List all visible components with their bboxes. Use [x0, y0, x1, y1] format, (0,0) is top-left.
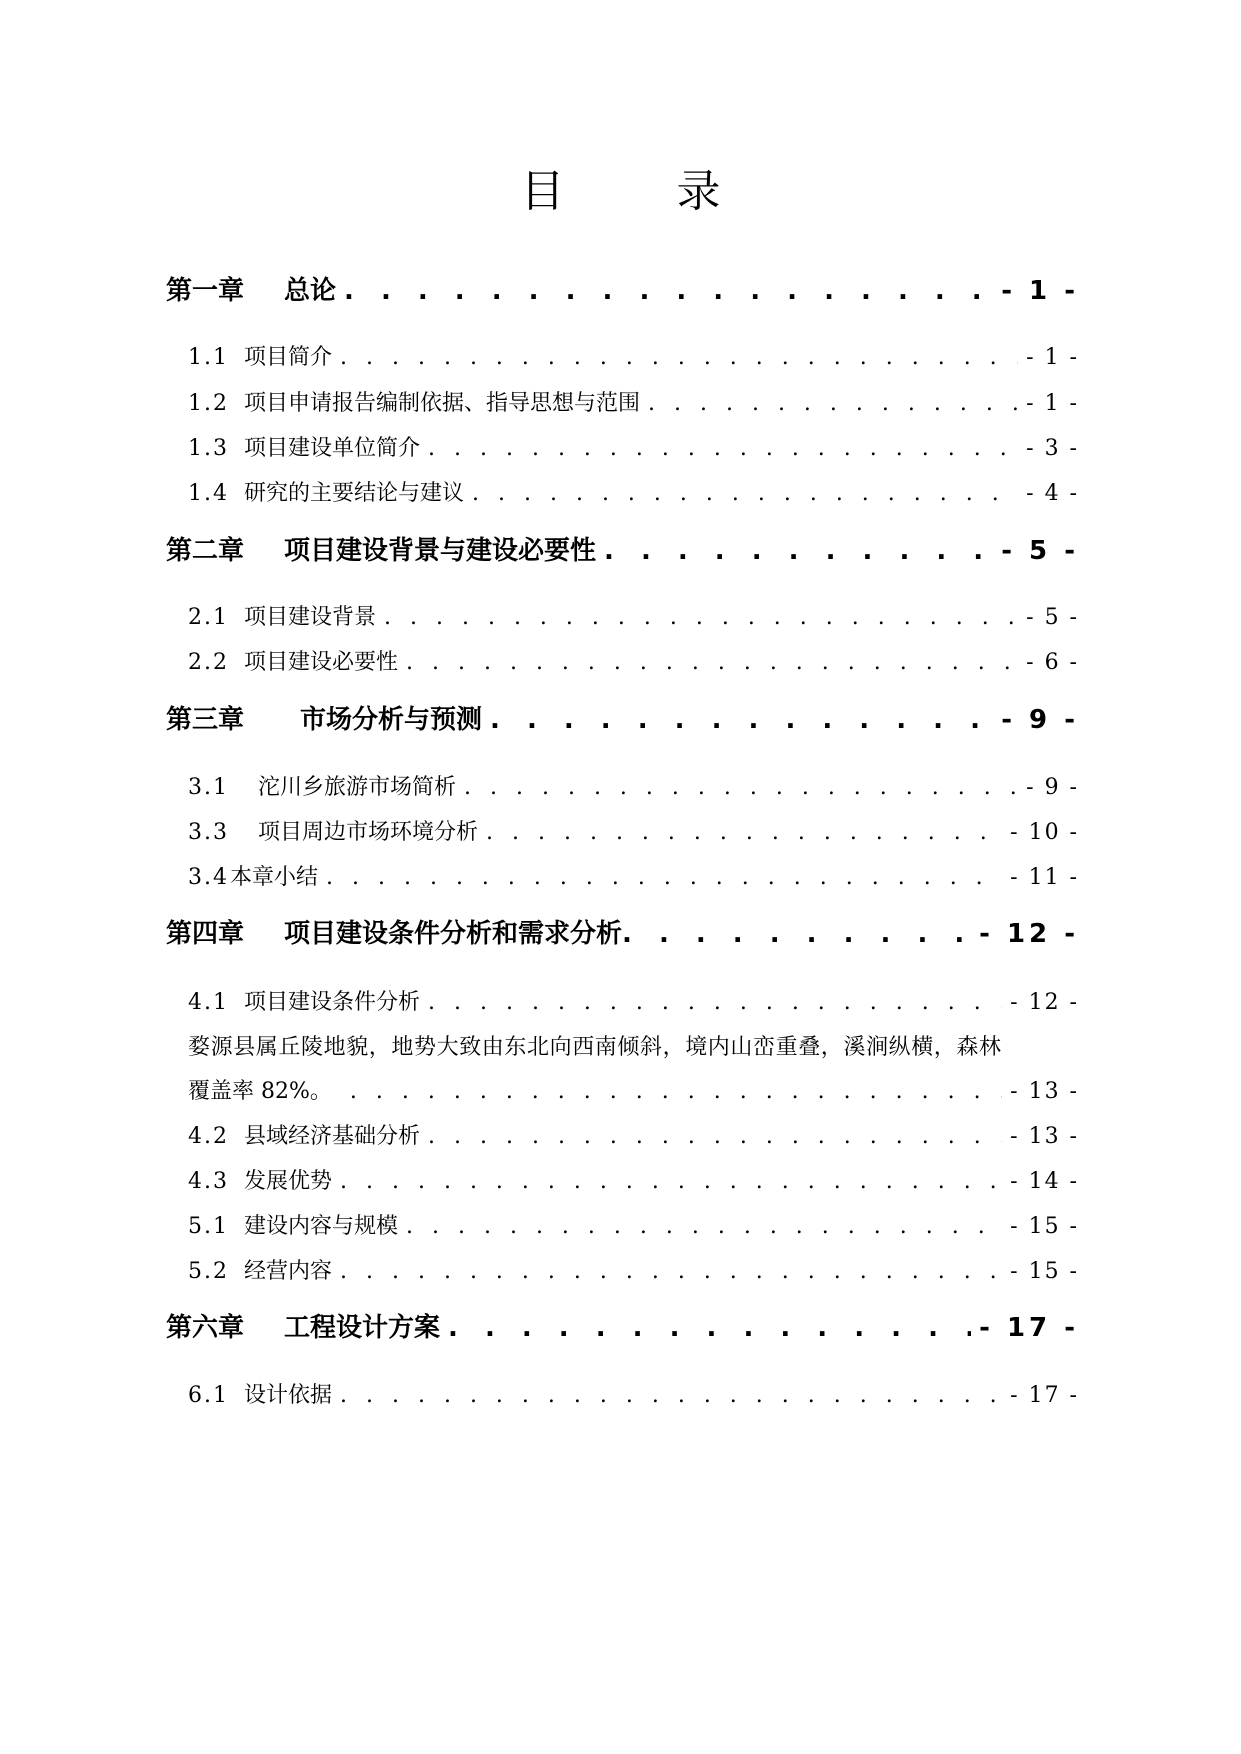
dot-leader [340, 1169, 1002, 1194]
dot-leader [340, 1383, 1002, 1408]
toc-number: 第三章 [166, 705, 245, 735]
toc-chapter-6[interactable] [166, 1307, 1079, 1344]
dot-leader [428, 436, 1018, 461]
dot-leader [648, 391, 1018, 416]
toc-title: 研究的主要结论与建议 [244, 481, 465, 506]
toc-chapter-4[interactable] [166, 913, 1079, 950]
toc-page: - 12 - [1010, 990, 1079, 1015]
toc-number: 1.2 [188, 391, 229, 416]
toc-section-3-4[interactable] [188, 860, 1079, 891]
toc-paragraph-line: 婺源县属丘陵地貌，地势大致由东北向西南倾斜，境内山峦重叠，溪涧纵横，森林 [188, 1035, 1002, 1060]
toc-title: 经营内容 [244, 1259, 333, 1284]
toc-chapter-2[interactable] [166, 530, 1079, 567]
toc-title: 本章小结 [230, 865, 319, 890]
toc-section-2-1[interactable] [188, 600, 1079, 631]
toc-page: - 6 - [1026, 650, 1079, 675]
toc-page: - 9 - [1026, 775, 1079, 800]
toc-page: - 9 - [1001, 705, 1079, 735]
toc-page: - 13 - [1010, 1124, 1079, 1149]
toc-section-4-1[interactable] [188, 985, 1079, 1016]
dot-leader [472, 481, 1018, 506]
toc-number: 4.2 [188, 1124, 229, 1149]
toc-page: - 4 - [1026, 481, 1079, 506]
toc-page: - 15 - [1010, 1214, 1079, 1239]
toc-page: - 13 - [1010, 1079, 1079, 1104]
dot-leader [490, 705, 993, 735]
toc-page: - 17 - [979, 1313, 1079, 1343]
dot-leader [340, 345, 1018, 370]
toc-page: - 5 - [1026, 605, 1079, 630]
toc-chapter-1[interactable] [166, 270, 1079, 307]
toc-title: 项目简介 [244, 345, 333, 370]
toc-title: 工程设计方案 [284, 1313, 441, 1343]
toc-chapter-3[interactable] [166, 699, 1079, 736]
toc-section-6-1[interactable] [188, 1378, 1079, 1409]
toc-section-1-3[interactable] [188, 431, 1079, 462]
dot-leader [622, 919, 971, 949]
toc-number: 4.1 [188, 990, 229, 1015]
toc-section-5-2[interactable] [188, 1254, 1079, 1285]
toc-page: - 3 - [1026, 436, 1079, 461]
toc-title: 项目建设背景 [244, 605, 377, 630]
toc-number: 6.1 [188, 1383, 229, 1408]
toc-title: 项目建设单位简介 [244, 436, 421, 461]
toc-title: 沱川乡旅游市场简析 [258, 775, 457, 800]
toc-page: - 10 - [1010, 820, 1079, 845]
toc-title: 覆盖率 82%。 [188, 1079, 332, 1104]
toc-section-2-2[interactable] [188, 645, 1079, 676]
toc-section-4-2[interactable] [188, 1119, 1079, 1150]
dot-leader [448, 1313, 971, 1343]
dot-leader [406, 650, 1018, 675]
toc-title: 项目建设条件分析和需求分析 [284, 919, 623, 949]
toc-number: 4.3 [188, 1169, 229, 1194]
toc-section-1-1[interactable] [188, 340, 1079, 371]
dot-leader [406, 1214, 1002, 1239]
toc-section-1-2[interactable] [188, 386, 1079, 417]
toc-section-3-1[interactable] [188, 770, 1079, 801]
toc-number: 第一章 [166, 276, 245, 306]
toc-page: - 12 - [979, 919, 1079, 949]
toc-number: 5.2 [188, 1259, 229, 1284]
toc-number: 3.3 [188, 820, 229, 845]
dot-leader [464, 775, 1018, 800]
toc-number: 1.3 [188, 436, 229, 461]
toc-number: 第六章 [166, 1313, 245, 1343]
toc-number: 1.4 [188, 481, 229, 506]
toc-title: 项目申请报告编制依据、指导思想与范围 [244, 391, 641, 416]
dot-leader [486, 820, 1002, 845]
toc-paragraph-continuation[interactable] [188, 1074, 1079, 1105]
dot-leader [350, 1079, 1002, 1104]
toc-page: - 1 - [1026, 345, 1079, 370]
toc-title: 设计依据 [244, 1383, 333, 1408]
toc-title: 总论 [284, 276, 337, 306]
toc-number: 第四章 [166, 919, 245, 949]
toc-number: 3.4 [188, 865, 229, 890]
toc-title: 项目建设背景与建设必要性 [284, 536, 597, 566]
toc-number: 1.1 [188, 345, 229, 370]
toc-number: 2.1 [188, 605, 229, 630]
dot-leader [604, 536, 993, 566]
toc-number: 3.1 [188, 775, 229, 800]
toc-section-1-4[interactable] [188, 476, 1079, 507]
dot-leader [428, 990, 1002, 1015]
toc-title: 县域经济基础分析 [244, 1124, 421, 1149]
toc-number: 5.1 [188, 1214, 229, 1239]
toc-title: 项目建设条件分析 [244, 990, 421, 1015]
toc-section-3-3[interactable] [188, 815, 1079, 846]
toc-title: 建设内容与规模 [244, 1214, 399, 1239]
dot-leader [340, 1259, 1002, 1284]
toc-title: 发展优势 [244, 1169, 333, 1194]
toc-number: 第二章 [166, 536, 245, 566]
toc-number: 2.2 [188, 650, 229, 675]
toc-section-5-1[interactable] [188, 1209, 1079, 1240]
toc-page: - 1 - [1001, 276, 1079, 306]
dot-leader [428, 1124, 1002, 1149]
toc-title: 项目建设必要性 [244, 650, 399, 675]
dot-leader [384, 605, 1018, 630]
toc-page: - 11 - [1010, 865, 1079, 890]
toc-page: - 17 - [1010, 1383, 1079, 1408]
dot-leader [344, 276, 993, 306]
toc-page: - 5 - [1001, 536, 1079, 566]
toc-page: - 15 - [1010, 1259, 1079, 1284]
toc-page: - 14 - [1010, 1169, 1079, 1194]
toc-title: 市场分析与预测 [300, 705, 483, 735]
toc-section-4-3[interactable] [188, 1164, 1079, 1195]
toc-title: 项目周边市场环境分析 [258, 820, 479, 845]
toc-page: - 1 - [1026, 391, 1079, 416]
dot-leader [326, 865, 1002, 890]
page-title: 目 录 [520, 166, 755, 217]
